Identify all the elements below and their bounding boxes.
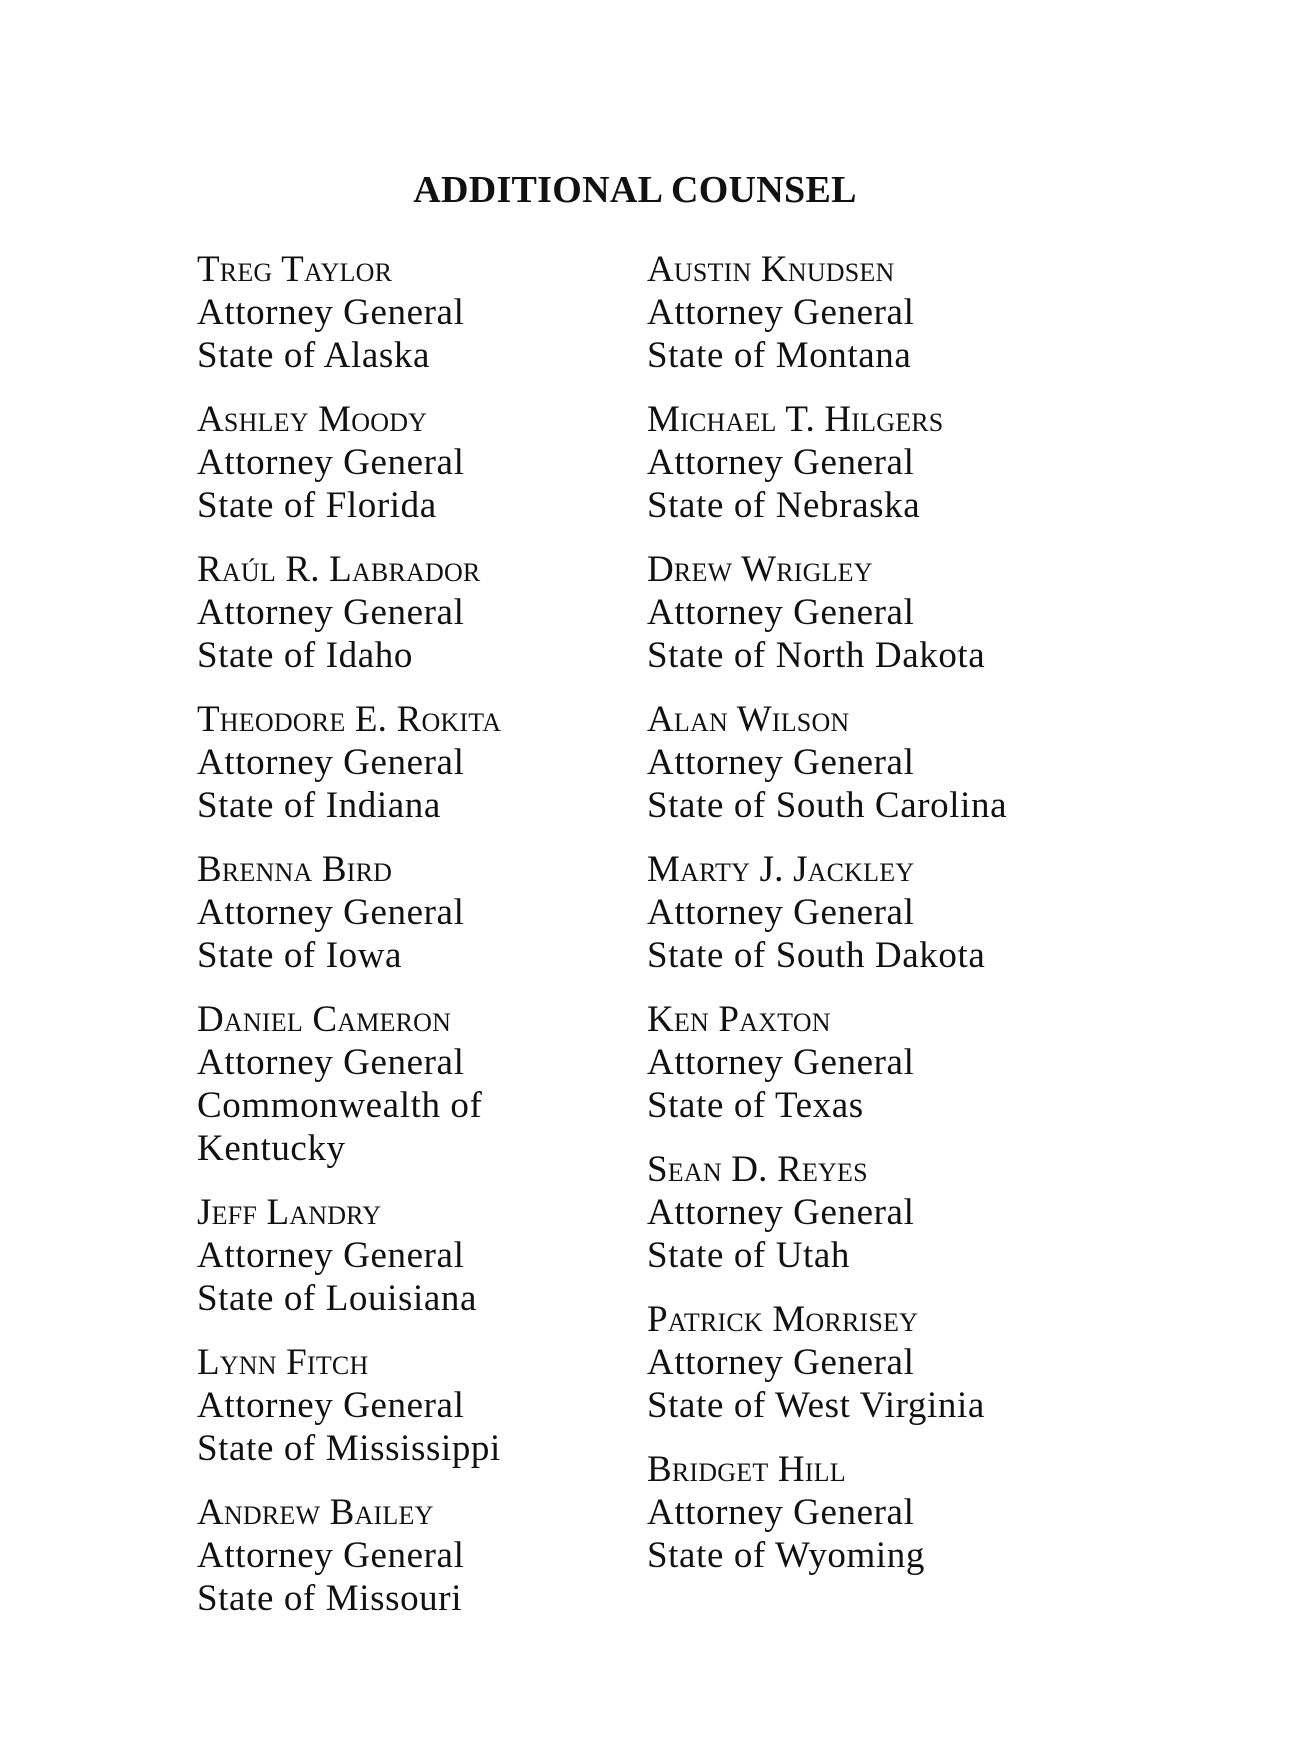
page-heading: ADDITIONAL COUNSEL [413, 169, 857, 211]
counsel-entry [647, 1148, 1117, 1277]
counsel-state: State of Wyoming [647, 1535, 925, 1576]
counsel-title: Attorney General [197, 1042, 465, 1083]
counsel-entry [647, 1298, 1117, 1427]
counsel-name: Raúl R. Labrador [197, 549, 481, 590]
counsel-name: Bridget Hill [647, 1449, 846, 1490]
counsel-name: Michael T. Hilgers [647, 399, 944, 440]
counsel-name: Andrew Bailey [197, 1492, 434, 1533]
counsel-title: Attorney General [647, 292, 915, 333]
counsel-state: State of West Virginia [647, 1385, 985, 1426]
counsel-title: Attorney General [647, 1342, 915, 1383]
counsel-title: Attorney General [197, 892, 465, 933]
counsel-state: State of North Dakota [647, 635, 986, 676]
left-counsel-column [197, 248, 667, 1641]
counsel-name: Lynn Fitch [197, 1342, 369, 1383]
counsel-name: Austin Knudsen [647, 249, 895, 290]
counsel-entry [197, 248, 667, 377]
counsel-title: Attorney General [647, 1042, 915, 1083]
counsel-state: State of Alaska [197, 335, 431, 376]
counsel-name: Marty J. Jackley [647, 849, 915, 890]
counsel-state: State of Florida [197, 485, 437, 526]
counsel-entry [647, 248, 1117, 377]
counsel-entry [197, 998, 667, 1170]
right-counsel-column [647, 248, 1117, 1598]
counsel-entry [197, 548, 667, 677]
counsel-state: State of Iowa [197, 935, 403, 976]
counsel-state: State of Nebraska [647, 485, 921, 526]
counsel-title: Attorney General [197, 292, 465, 333]
counsel-entry [647, 1448, 1117, 1577]
counsel-name: Ashley Moody [197, 399, 428, 440]
counsel-entry [647, 398, 1117, 527]
counsel-state: State of Missouri [197, 1578, 463, 1619]
counsel-entry [197, 1341, 667, 1470]
counsel-name: Brenna Bird [197, 849, 393, 890]
counsel-title: Attorney General [647, 892, 915, 933]
counsel-name: Daniel Cameron [197, 999, 452, 1040]
counsel-state: State of Montana [647, 335, 912, 376]
counsel-state: State of Utah [647, 1235, 851, 1276]
counsel-name: Sean D. Reyes [647, 1149, 868, 1190]
counsel-name: Theodore E. Rokita [197, 699, 502, 740]
counsel-name: Jeff Landry [197, 1192, 382, 1233]
counsel-title: Attorney General [647, 442, 915, 483]
counsel-entry [647, 698, 1117, 827]
counsel-title: Attorney General [647, 742, 915, 783]
counsel-entry [647, 848, 1117, 977]
counsel-entry [197, 398, 667, 527]
counsel-state: State of Mississippi [197, 1428, 501, 1469]
counsel-title: Attorney General [197, 742, 465, 783]
counsel-title: Attorney General [647, 1192, 915, 1233]
counsel-entry [647, 548, 1117, 677]
counsel-name: Treg Taylor [197, 249, 393, 290]
counsel-entry [197, 1491, 667, 1620]
counsel-name: Ken Paxton [647, 999, 831, 1040]
counsel-title: Attorney General [197, 1385, 465, 1426]
counsel-title: Attorney General [647, 1492, 915, 1533]
counsel-name: Patrick Morrisey [647, 1299, 919, 1340]
counsel-state: State of Texas [647, 1085, 864, 1126]
counsel-state: State of South Dakota [647, 935, 986, 976]
counsel-entry [647, 998, 1117, 1127]
counsel-title: Attorney General [197, 1535, 465, 1576]
counsel-entry [197, 848, 667, 977]
counsel-name: Drew Wrigley [647, 549, 873, 590]
counsel-state: State of Indiana [197, 785, 441, 826]
counsel-entry [197, 1191, 667, 1320]
counsel-entry [197, 698, 667, 827]
counsel-title: Attorney General [647, 592, 915, 633]
counsel-state: State of South Carolina [647, 785, 1008, 826]
counsel-title: Attorney General [197, 442, 465, 483]
counsel-state: Commonwealth of [197, 1085, 483, 1126]
counsel-title: Attorney General [197, 592, 465, 633]
counsel-state: State of Louisiana [197, 1278, 478, 1319]
counsel-state: State of Idaho [197, 635, 413, 676]
counsel-state-continued: Kentucky [197, 1128, 346, 1169]
counsel-title: Attorney General [197, 1235, 465, 1276]
counsel-name: Alan Wilson [647, 699, 850, 740]
